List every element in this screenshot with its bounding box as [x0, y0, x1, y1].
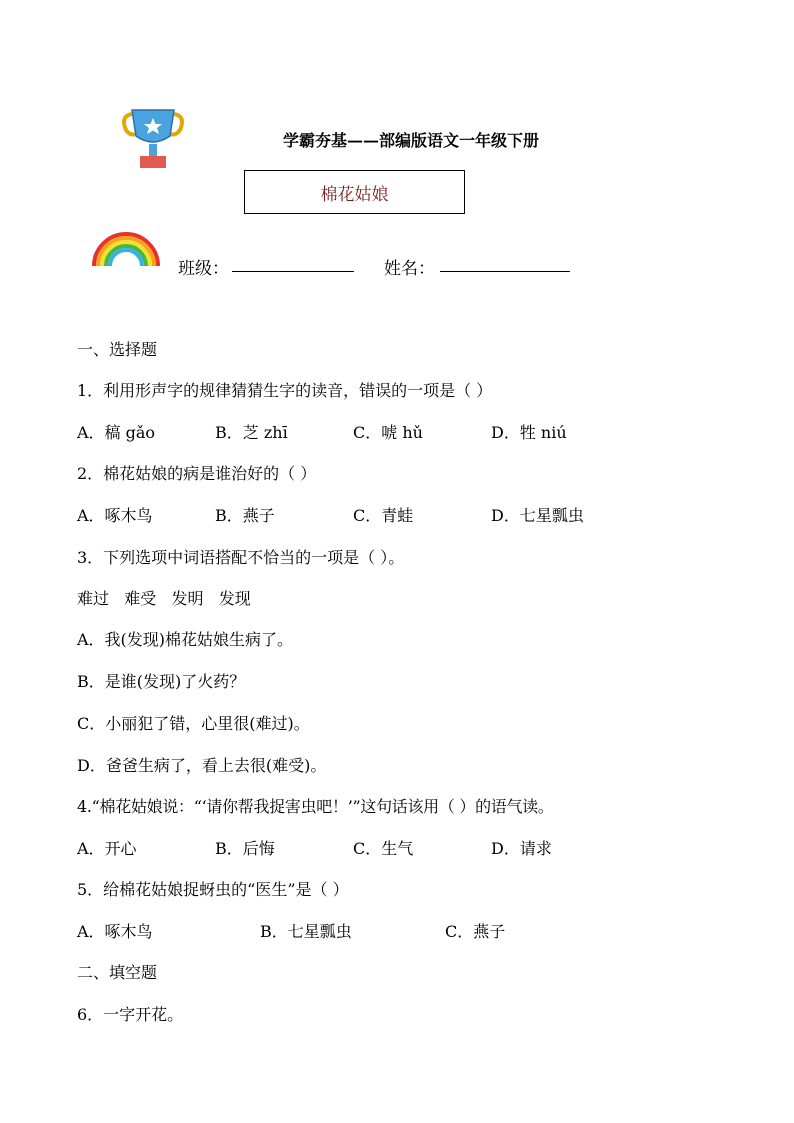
name-label: 姓名： — [384, 259, 435, 279]
question-option: C．青蛙 — [353, 506, 414, 525]
class-label: 班级： — [178, 259, 229, 279]
question-statement: C．小丽犯了错，心里很(难过)。 — [77, 714, 310, 733]
question-statement: D．爸爸生病了，看上去很(难受)。 — [77, 756, 327, 775]
question-option: D．七星瓢虫 — [491, 506, 584, 525]
trophy-icon — [118, 108, 188, 172]
question-stem: 5．给棉花姑娘捉蚜虫的“医生”是（ ） — [77, 880, 349, 899]
question-option: A．啄木鸟 — [77, 922, 153, 941]
question-stem: 4.“棉花姑娘说：“‘请你帮我捉害虫吧！’”这句话该用（ ）的语气读。 — [77, 797, 554, 816]
question-statement: A．我(发现)棉花姑娘生病了。 — [77, 630, 294, 649]
question-stem: 1．利用形声字的规律猜猜生字的读音，错误的一项是（ ） — [77, 381, 493, 400]
question-option: C．生气 — [353, 839, 414, 858]
question-option: A．啄木鸟 — [77, 506, 153, 525]
question-stem: 6．一字开花。 — [77, 1005, 184, 1024]
question-option: A．稿 gǎo — [77, 423, 156, 442]
question-option: C．唬 hǔ — [353, 423, 423, 442]
page-header-title: 学霸夯基——部编版语文一年级下册 — [283, 131, 540, 150]
question-option: B．燕子 — [215, 506, 275, 525]
word-bank: 难过 难受 发明 发现 — [77, 589, 251, 608]
question-statement: B．是谁(发现)了火药？ — [77, 672, 246, 691]
question-option: D．请求 — [491, 839, 552, 858]
question-stem: 3．下列选项中词语搭配不恰当的一项是（ ）。 — [77, 548, 405, 567]
question-stem: 2．棉花姑娘的病是谁治好的（ ） — [77, 464, 317, 483]
name-input-line[interactable] — [440, 271, 570, 272]
section-heading: 二、填空题 — [77, 963, 158, 982]
question-option: D．牲 niú — [491, 423, 567, 442]
lesson-title: 棉花姑娘 — [320, 184, 389, 205]
lesson-title-box — [244, 170, 465, 214]
question-option: B．七星瓢虫 — [260, 922, 352, 941]
question-option: B．芝 zhī — [215, 423, 288, 442]
rainbow-icon — [90, 226, 162, 268]
section-heading: 一、选择题 — [77, 340, 158, 359]
question-option: C．燕子 — [445, 922, 506, 941]
question-option: B．后悔 — [215, 839, 275, 858]
question-option: A．开心 — [77, 839, 137, 858]
class-input-line[interactable] — [232, 271, 354, 272]
